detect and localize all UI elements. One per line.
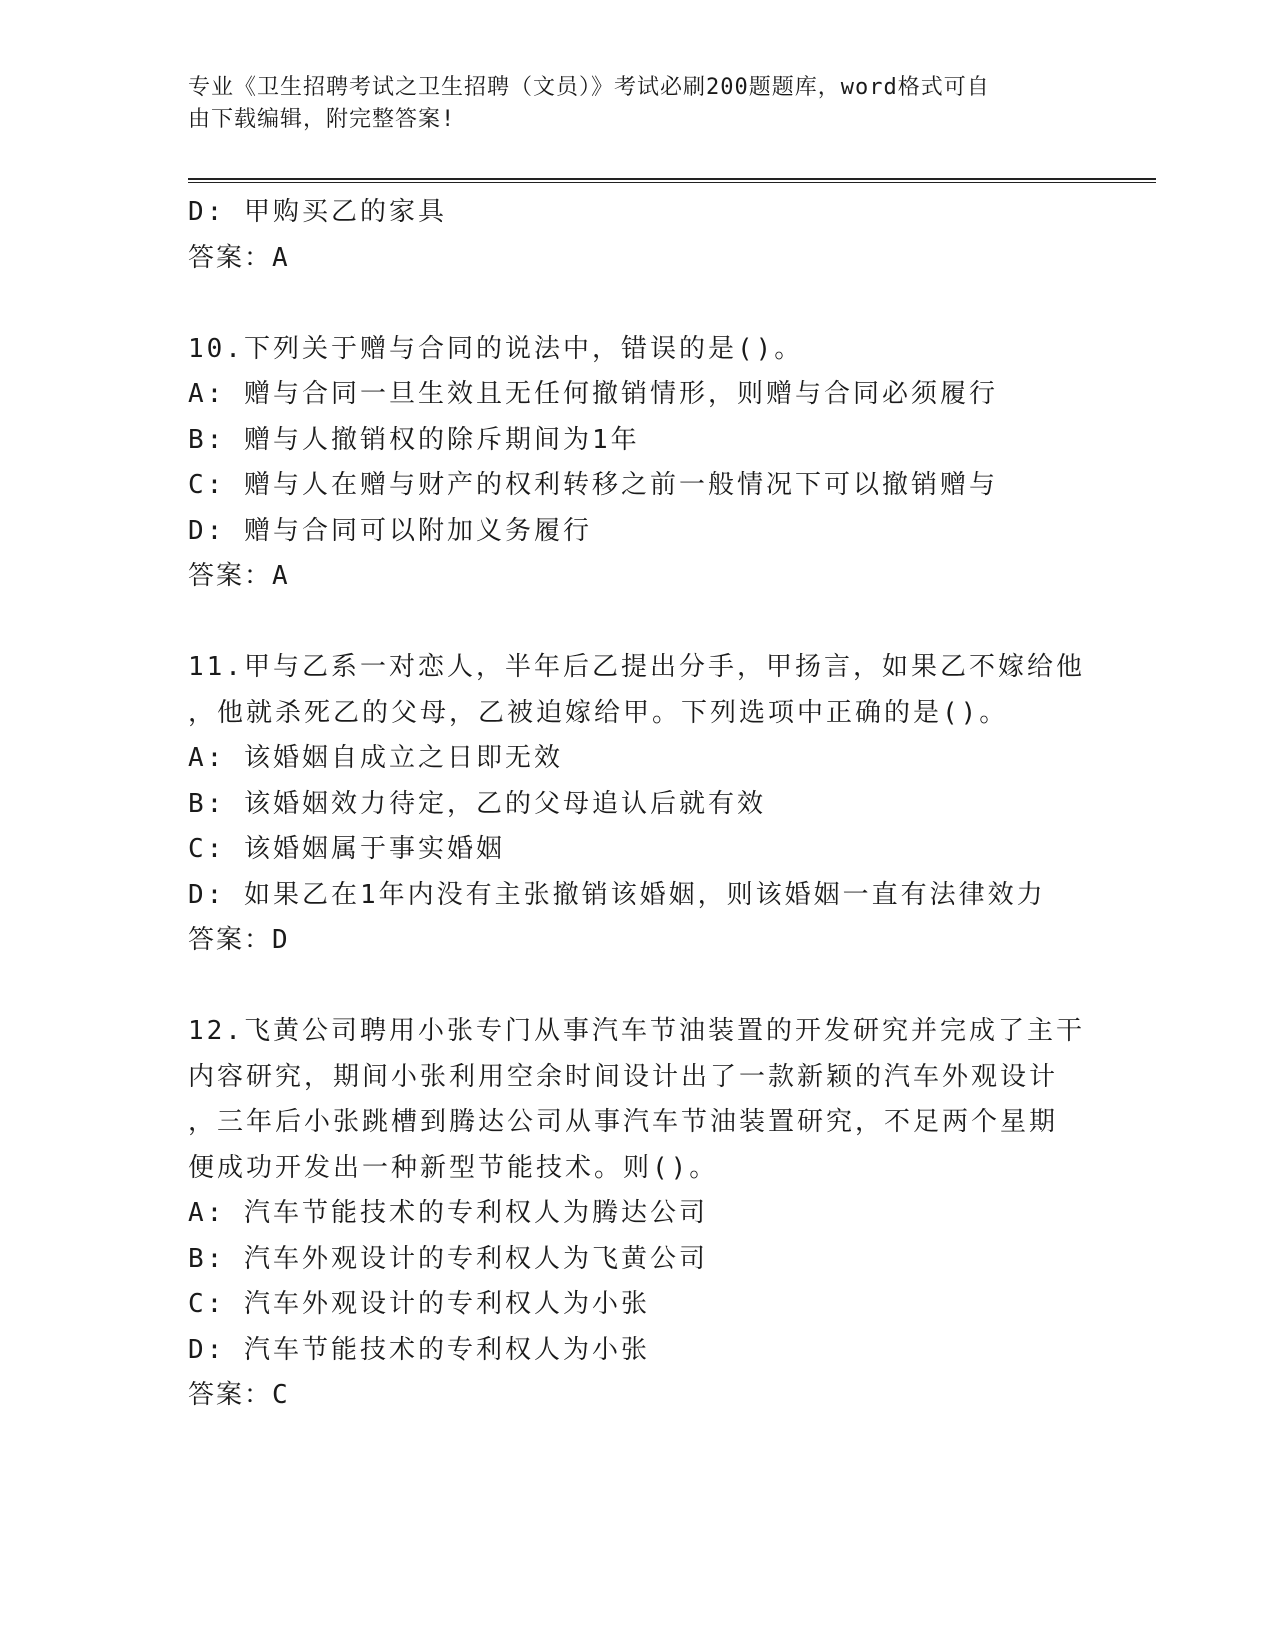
option-c: C: 赠与人在赠与财产的权利转移之前一般情况下可以撤销赠与	[188, 470, 998, 500]
question-text: 12.飞黄公司聘用小张专门从事汽车节油装置的开发研究并完成了主干	[188, 1016, 1085, 1046]
option-d: D: 汽车节能技术的专利权人为小张	[188, 1334, 650, 1365]
option-a: A: 该婚姻自成立之日即无效	[188, 743, 563, 773]
option-b: B: 赠与人撤销权的除斥期间为1年	[188, 424, 640, 455]
option-b: B: 汽车外观设计的专利权人为飞黄公司	[188, 1243, 708, 1274]
option-d: D: 如果乙在1年内没有主张撤销该婚姻，则该婚姻一直有法律效力	[188, 879, 1046, 910]
question-10	[188, 327, 1088, 600]
previous-question-tail	[188, 190, 1088, 281]
question-text: 内容研究，期间小张利用空余时间设计出了一款新颖的汽车外观设计	[188, 1061, 1059, 1092]
option-b: B: 该婚姻效力待定，乙的父母追认后就有效	[188, 788, 766, 819]
question-text: 10.下列关于赠与合同的说法中，错误的是()。	[188, 333, 804, 364]
header-line-2: 由下载编辑，附完整答案!	[188, 107, 456, 132]
answer: 答案：D	[188, 925, 290, 955]
answer: 答案：A	[188, 242, 290, 273]
question-text: ，三年后小张跳槽到腾达公司从事汽车节油装置研究，不足两个星期	[188, 1107, 1059, 1137]
option-c: C: 汽车外观设计的专利权人为小张	[188, 1289, 650, 1319]
question-text: 便成功开发出一种新型节能技术。则()。	[188, 1152, 719, 1183]
header-divider	[188, 178, 1156, 183]
answer: 答案：C	[188, 1380, 290, 1410]
header-line-1: 专业《卫生招聘考试之卫生招聘（文员）》考试必刷200题题库，word格式可自	[188, 75, 990, 100]
page-header	[188, 72, 1088, 136]
question-12	[188, 1009, 1088, 1419]
spacer	[188, 281, 1088, 327]
option-d: D: 赠与合同可以附加义务履行	[188, 515, 592, 546]
document-body	[188, 190, 1088, 1419]
question-text: ，他就杀死乙的父母，乙被迫嫁给甲。下列选项中正确的是()。	[188, 697, 1009, 728]
spacer	[188, 964, 1088, 1010]
option-c: C: 该婚姻属于事实婚姻	[188, 834, 505, 864]
question-text: 11.甲与乙系一对恋人，半年后乙提出分手，甲扬言，如果乙不嫁给他	[188, 652, 1085, 682]
option-a: A: 汽车节能技术的专利权人为腾达公司	[188, 1198, 708, 1228]
answer: 答案：A	[188, 561, 290, 591]
option-a: A: 赠与合同一旦生效且无任何撤销情形，则赠与合同必须履行	[188, 379, 998, 409]
spacer	[188, 600, 1088, 646]
question-11	[188, 645, 1088, 964]
option-d: D: 甲购买乙的家具	[188, 197, 447, 227]
